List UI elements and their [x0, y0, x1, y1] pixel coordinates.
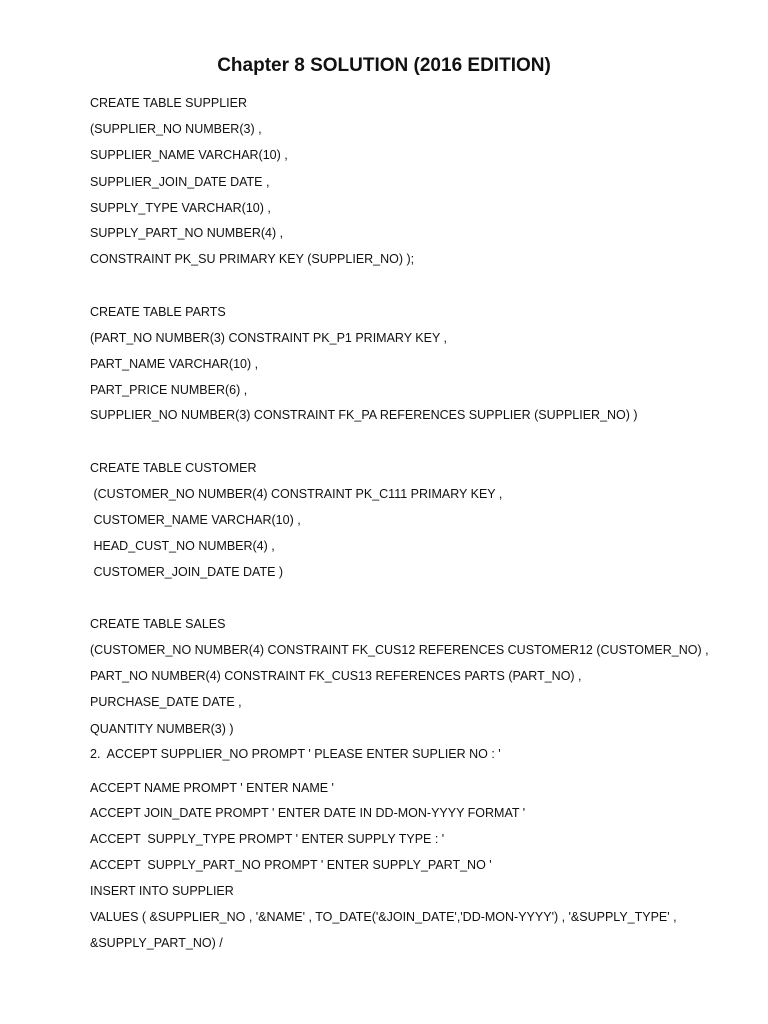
code-line: SUPPLY_TYPE VARCHAR(10) ,	[90, 201, 271, 215]
code-line: SUPPLIER_NAME VARCHAR(10) ,	[90, 148, 288, 162]
code-line: CREATE TABLE PARTS	[90, 305, 226, 319]
code-line: HEAD_CUST_NO NUMBER(4) ,	[90, 539, 275, 553]
code-line: (PART_NO NUMBER(3) CONSTRAINT PK_P1 PRIMARY KEY ,	[90, 331, 448, 345]
code-line: CREATE TABLE SALES	[90, 617, 226, 631]
code-line: ACCEPT JOIN_DATE PROMPT ' ENTER DATE IN DD-MON-YYYY FORMAT '	[90, 806, 526, 820]
document-title: Chapter 8 SOLUTION (2016 EDITION)	[217, 55, 551, 76]
code-line: SUPPLY_PART_NO NUMBER(4) ,	[90, 226, 284, 240]
code-line: (CUSTOMER_NO NUMBER(4) CONSTRAINT PK_C111 PRIMARY KEY ,	[90, 487, 503, 501]
code-line: &SUPPLY_PART_NO) /	[90, 936, 223, 950]
code-line: QUANTITY NUMBER(3) )	[90, 722, 234, 736]
code-line: SUPPLIER_JOIN_DATE DATE ,	[90, 175, 270, 189]
code-line: CONSTRAINT PK_SU PRIMARY KEY (SUPPLIER_NO) );	[90, 252, 415, 266]
code-line: ACCEPT NAME PROMPT ' ENTER NAME '	[90, 781, 334, 795]
code-line: ACCEPT SUPPLY_TYPE PROMPT ' ENTER SUPPLY TYPE : '	[90, 832, 445, 846]
code-line: VALUES ( &SUPPLIER_NO , '&NAME' , TO_DATE('&JOIN_DATE','DD-MON-YYYY') , '&SUPPLY_TYPE' ,	[90, 910, 677, 924]
code-line: CUSTOMER_NAME VARCHAR(10) ,	[90, 513, 301, 527]
code-line: PART_NAME VARCHAR(10) ,	[90, 357, 259, 371]
code-line: SUPPLIER_NO NUMBER(3) CONSTRAINT FK_PA REFERENCES SUPPLIER (SUPPLIER_NO) )	[90, 408, 638, 422]
code-line: CREATE TABLE CUSTOMER	[90, 461, 257, 475]
code-line: INSERT INTO SUPPLIER	[90, 884, 234, 898]
code-line: CREATE TABLE SUPPLIER	[90, 96, 247, 110]
code-line: PURCHASE_DATE DATE ,	[90, 695, 242, 709]
code-line: (SUPPLIER_NO NUMBER(3) ,	[90, 122, 262, 136]
code-line: PART_PRICE NUMBER(6) ,	[90, 383, 248, 397]
code-line: 2. ACCEPT SUPPLIER_NO PROMPT ' PLEASE ENTER SUPLIER NO : '	[90, 747, 501, 761]
code-line: (CUSTOMER_NO NUMBER(4) CONSTRAINT FK_CUS12 REFERENCES CUSTOMER12 (CUSTOMER_NO) ,	[90, 643, 709, 657]
code-line: CUSTOMER_JOIN_DATE DATE )	[90, 565, 284, 579]
code-line: PART_NO NUMBER(4) CONSTRAINT FK_CUS13 REFERENCES PARTS (PART_NO) ,	[90, 669, 582, 683]
code-line: ACCEPT SUPPLY_PART_NO PROMPT ' ENTER SUPPLY_PART_NO '	[90, 858, 492, 872]
